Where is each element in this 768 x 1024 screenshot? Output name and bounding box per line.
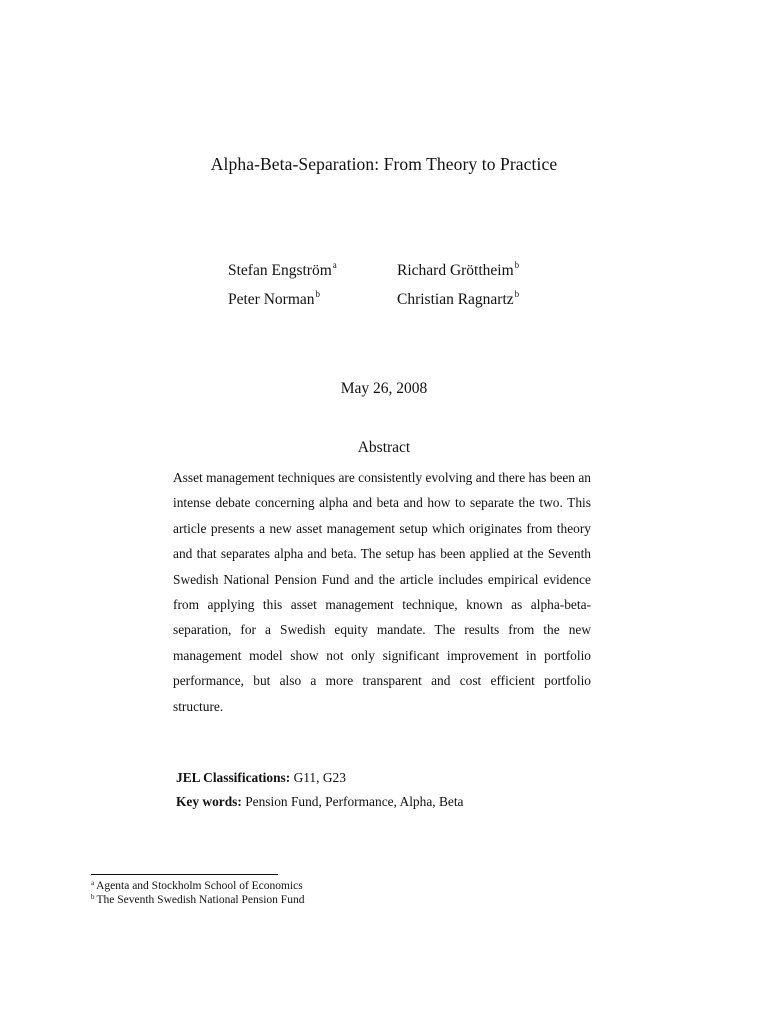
footnote-text: The Seventh Swedish National Pension Fund	[96, 894, 305, 906]
author-name: Peter Norman	[228, 291, 315, 308]
affiliation-mark: b	[514, 289, 520, 299]
jel-label: JEL Classifications:	[176, 770, 291, 785]
footnote-mark: b	[91, 893, 95, 901]
key-words	[176, 794, 464, 810]
author-name: Stefan Engström	[228, 262, 332, 279]
paper-date: May 26, 2008	[340, 380, 428, 397]
paper-title: Alpha-Beta-Separation: From Theory to Practice	[210, 154, 558, 174]
affiliation-mark: b	[514, 260, 520, 270]
footnote-a	[91, 880, 303, 892]
author-4	[397, 291, 519, 309]
jel-value: G11, G23	[290, 770, 346, 785]
author-name: Richard Gröttheim	[397, 262, 514, 279]
footnote-text: Agenta and Stockholm School of Economics	[96, 880, 303, 892]
abstract-heading: Abstract	[357, 439, 411, 456]
footnote-rule	[91, 874, 278, 875]
author-1	[228, 262, 337, 280]
jel-classifications	[176, 770, 346, 786]
affiliation-mark: b	[315, 289, 321, 299]
author-3	[228, 291, 320, 309]
footnote-mark: a	[91, 879, 95, 887]
author-name: Christian Ragnartz	[397, 291, 514, 308]
author-2	[397, 262, 519, 280]
footnote-b	[91, 894, 304, 906]
keywords-value: Pension Fund, Performance, Alpha, Beta	[241, 794, 464, 809]
abstract-body: Asset management techniques are consistently evolving and there has been an intense debate concerning alpha and beta and how to separate the two. This article presents a new asset management setup which originates from theory and that separates alpha and beta. The setup has been applied at the Seventh Swedish National Pension Fund and the article includes empirical evidence from applying this asset management technique, known as alpha-beta-separation, for a Swedish equity mandate. The results from the new management model show not only significant improvement in portfolio performance, but also a more transparent and cost efficient portfolio structure.	[173, 470, 591, 714]
keywords-label: Key words:	[176, 794, 242, 809]
affiliation-mark: a	[332, 260, 337, 270]
